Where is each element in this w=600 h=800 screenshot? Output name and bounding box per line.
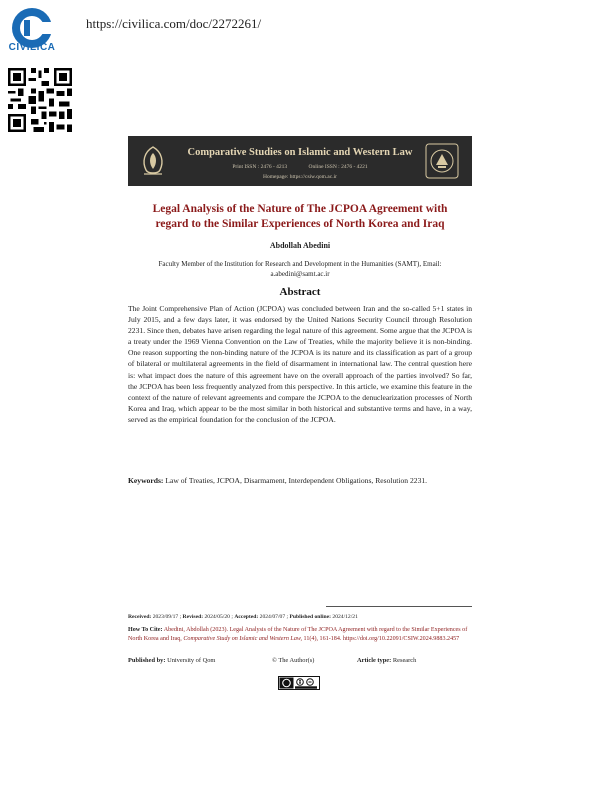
copyright-notice: © The Author(s) — [272, 657, 315, 664]
keywords — [128, 475, 472, 486]
university-seal-icon — [424, 142, 460, 180]
revised-date: 2024/05/20 — [204, 614, 230, 620]
creative-commons-license-icon[interactable] — [278, 676, 320, 690]
paper-title — [128, 202, 472, 232]
journal-issn — [128, 164, 472, 170]
published-by-label: Published by: — [128, 657, 166, 664]
cite-text: Abedini, Abdollah (2023). Legal Analysis of the Nature of The JCPOA Agreement with regard to the Similar Experiences of North Korea and Iraq, — [128, 627, 468, 643]
paper-title-line: Legal Analysis of the Nature of The JCPOA Agreement with — [152, 203, 448, 215]
how-to-cite — [128, 626, 474, 644]
publication-dates: Received: 2023/09/17 ; Revised: 2024/05/20 ; Accepted: 2024/07/07 ; Published online: 2024/12/21 — [128, 614, 358, 620]
article-type — [357, 657, 416, 664]
received-date: 2023/09/17 — [152, 614, 179, 620]
abstract-heading: Abstract — [279, 286, 321, 298]
published-online-date: 2024/12/21 — [332, 614, 358, 620]
author-name: Abdollah Abedini — [269, 241, 331, 250]
online-issn: Online ISSN : 2476 - 4221 — [308, 164, 368, 170]
accepted-date: 2024/07/07 — [259, 614, 286, 620]
revised-label: Revised: — [182, 614, 204, 620]
document-url[interactable]: https://civilica.com/doc/2272261/ — [86, 16, 262, 31]
cite-doi[interactable]: 11(4), 161-184. https://doi.org/10.22091/CSIW.2024.9883.2457 — [303, 636, 460, 643]
footer-divider — [326, 606, 472, 607]
author-email[interactable]: a.abedini@samt.ac.ir — [270, 270, 330, 278]
article-type-value: Research — [392, 657, 417, 664]
journal-homepage: Homepage: https://csiw.qom.ac.ir — [263, 174, 337, 180]
affiliation-line: Faculty Member of the Institution for Research and Development in the Humanities (SAMT), Email: — [158, 260, 442, 268]
keywords-label: Keywords: — [128, 476, 164, 485]
cite-label: How To Cite: — [128, 627, 163, 633]
journal-title: Comparative Studies on Islamic and Western Law — [187, 147, 413, 158]
published-by — [128, 657, 215, 664]
journal-banner — [128, 136, 472, 186]
paper-title-line: regard to the Similar Experiences of North Korea and Iraq — [155, 218, 445, 230]
print-issn: Print ISSN : 2476 - 4213 — [232, 164, 288, 170]
received-label: Received: — [128, 614, 152, 620]
abstract-text: The Joint Comprehensive Plan of Action (JCPOA) was concluded between Iran and the so-called 5+1 states in July 2015, and a few days later, it was endorsed by the United Nations Security Council through Resolution 2231. Since then, debates have arisen regarding the legal nature of this agreement. Some argue that the JCPOA is a treaty under the 1969 Vienna Convention on the Law of Treaties, while the majority believe it is non-binding. One reason supporting the non-binding nature of the JCPOA is its nature and its classification as part of a group of bilateral or multilateral agreements in the field of disarmament in international law. The central question here is: what impact does the nature of this agreement have on the overall approach of the parties involved? So far, the JCPOA has been less frequently analyzed from this perspective. In this article, we examine this feature in the context of the nature of relevant agreements and compare the JCPOA to the denuclearization processes of North Korea and Iraq, which appear to be the most similar in both historical and substantive terms and have, in a way, served as the empirical foundation for the conclusion of the JCPOA. — [128, 304, 472, 424]
article-type-label: Article type: — [357, 657, 392, 664]
qr-code-icon — [8, 68, 72, 132]
published-online-label: Published online: — [289, 614, 331, 620]
author-affiliation — [128, 259, 472, 279]
cite-journal: Comparative Study on Islamic and Western Law, — [183, 636, 302, 643]
keywords-list: Law of Treaties, JCPOA, Disarmament, Interdependent Obligations, Resolution 2231. — [165, 476, 428, 485]
accepted-label: Accepted: — [234, 614, 259, 620]
civilica-logo-text: CIVILICA — [8, 42, 56, 53]
publisher-name: University of Qom — [167, 657, 216, 664]
